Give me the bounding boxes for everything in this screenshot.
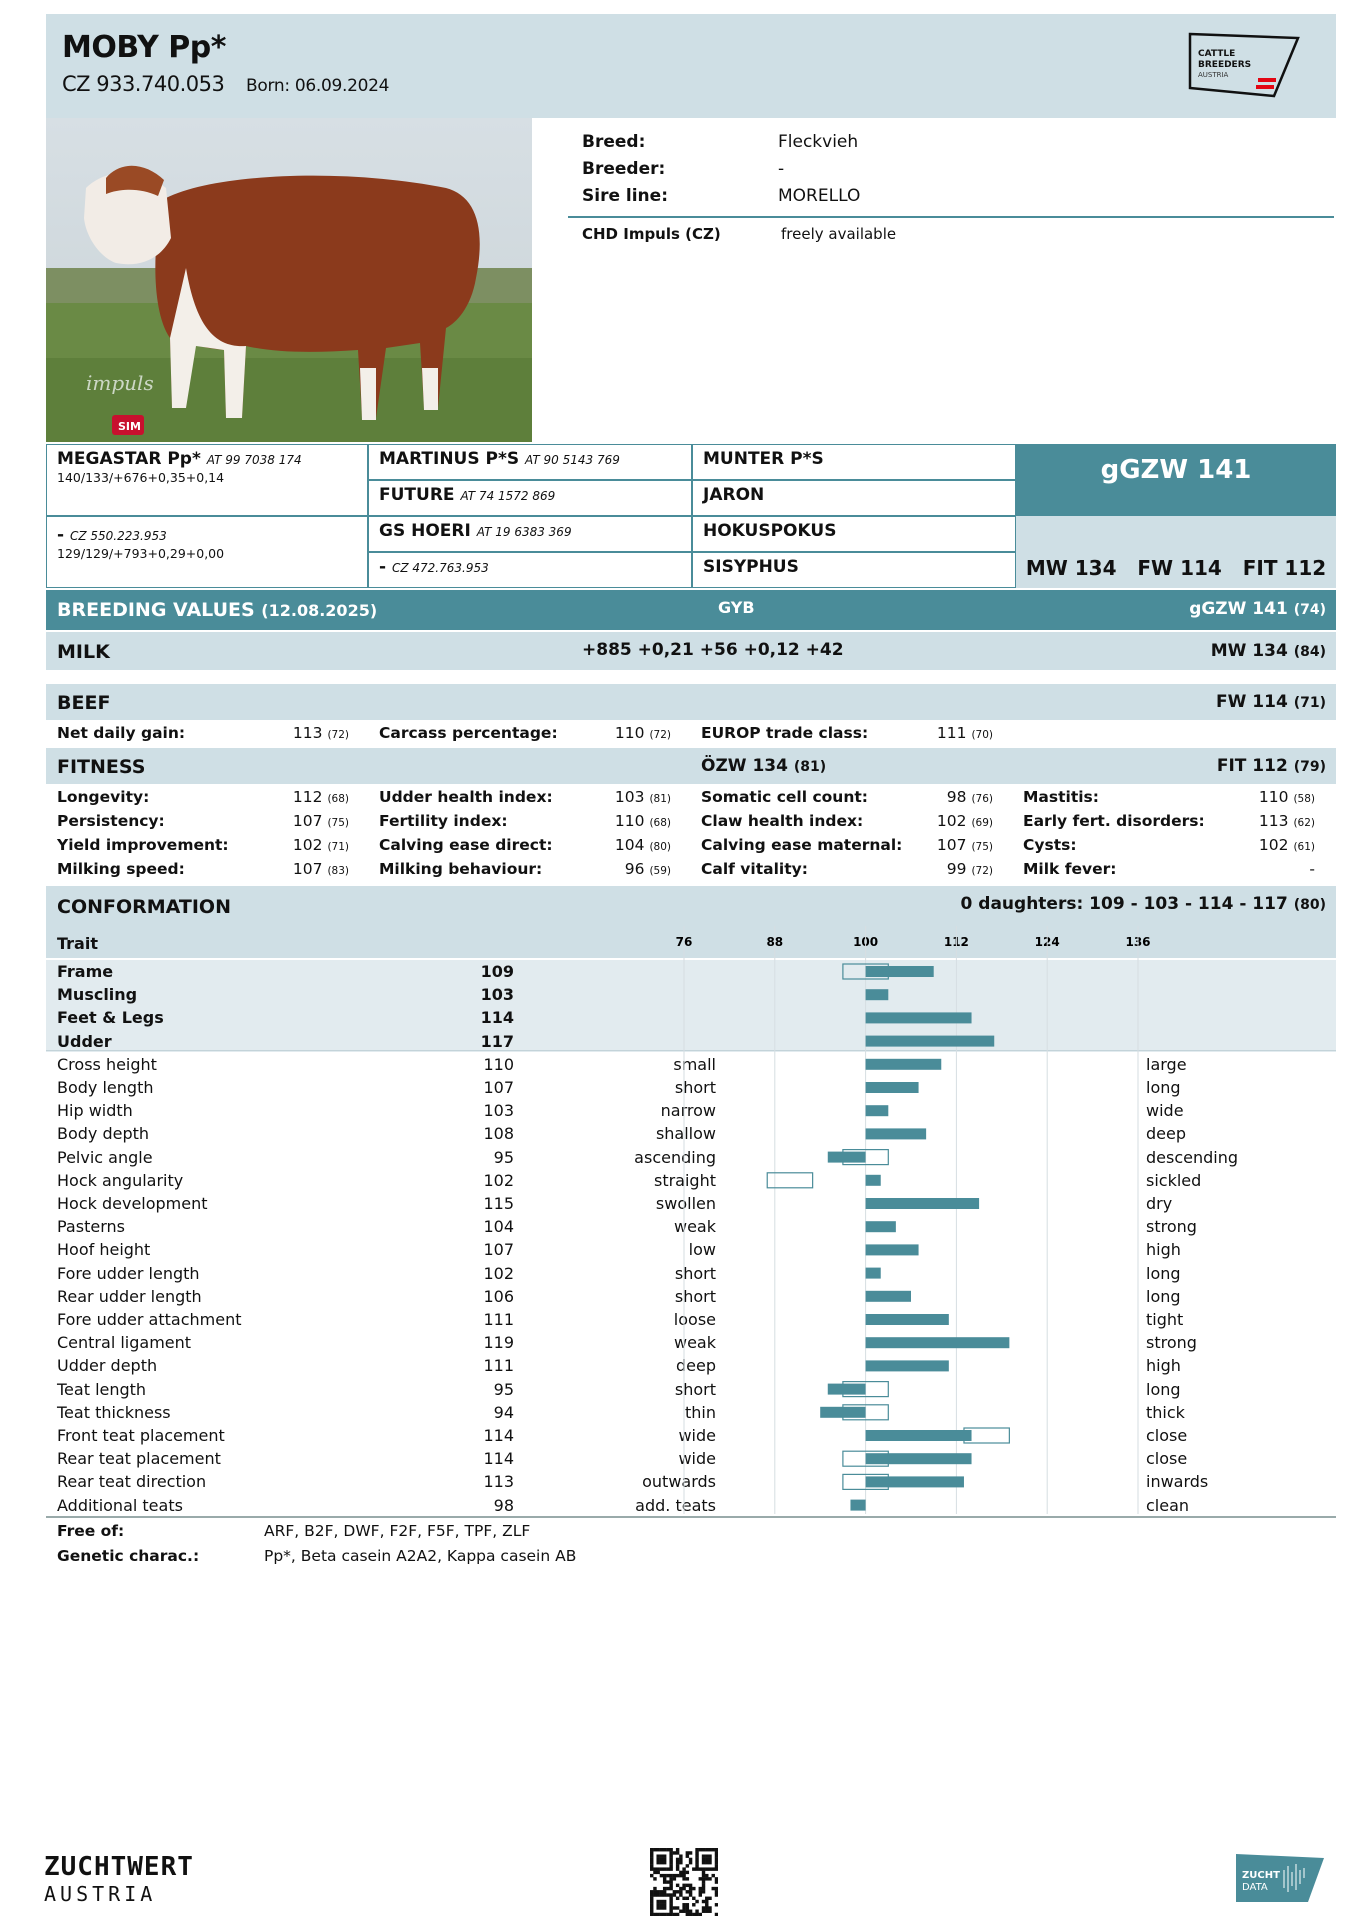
trait-name: Feet & Legs	[57, 1008, 164, 1028]
chart-bar	[866, 966, 934, 977]
trait-name: Teat length	[57, 1379, 147, 1399]
fitness-milking-behaviour: Milking behaviour: 96 (59)	[379, 860, 671, 878]
chart-bar	[866, 1105, 889, 1116]
chd-label: CHD Impuls (CZ)	[582, 225, 721, 243]
daughters-summary: 0 daughters: 109 - 103 - 114 - 117 (80)	[960, 894, 1326, 914]
chart-bar	[866, 1291, 911, 1302]
trait-value: 103	[483, 1101, 514, 1121]
trait-high-label: thick	[1146, 1402, 1185, 1422]
fw-value: FW 114 (71)	[1216, 692, 1326, 712]
trait-value: 111	[483, 1356, 514, 1376]
trait-value: 115	[483, 1194, 514, 1213]
fitness-udder-health-index: Udder health index: 103 (81)	[379, 788, 671, 806]
trait-value: 114	[480, 1008, 514, 1028]
pedigree-dam: - CZ 550.223.953 129/129/+793+0,29+0,00	[46, 516, 368, 588]
breed-label: Breed:	[582, 132, 646, 152]
fit-value: FIT 112 (79)	[1216, 756, 1326, 776]
pedigree-sire-sire: MARTINUS P*S AT 90 5143 769	[368, 444, 692, 480]
trait-value: 94	[493, 1402, 514, 1422]
footer-divider	[46, 1516, 1336, 1518]
trait-high-label: wide	[1146, 1101, 1184, 1121]
fitness-early-fert-disorders: Early fert. disorders: 113 (62)	[1023, 812, 1315, 830]
axis-tick-label: 76	[675, 935, 693, 949]
fitness-milking-speed: Milking speed: 107 (83)	[57, 860, 349, 878]
trait-low-label: short	[674, 1078, 716, 1097]
trait-high-label: strong	[1146, 1217, 1197, 1237]
trait-low-label: short	[674, 1263, 716, 1283]
chart-bar	[866, 1221, 896, 1232]
pedigree-sds: JARON	[692, 480, 1016, 516]
impuls-watermark: impuls	[86, 371, 154, 395]
fitness-calving-ease-direct: Calving ease direct: 104 (80)	[379, 836, 671, 854]
trait-low-label: loose	[673, 1310, 716, 1329]
trait-name: Rear teat placement	[57, 1449, 221, 1469]
chart-bar	[866, 1314, 949, 1325]
trait-high-label: close	[1146, 1449, 1188, 1469]
trait-value: 108	[483, 1124, 514, 1144]
trait-high-label: sickled	[1146, 1170, 1202, 1190]
trait-high-label: high	[1146, 1356, 1181, 1376]
chart-bar	[866, 1036, 995, 1047]
sub-index-values: MW 134 FW 114 FIT 112	[1025, 556, 1327, 580]
genetic-label: Genetic charac.:	[57, 1547, 200, 1565]
fitness-yield-improvement: Yield improvement: 102 (71)	[57, 836, 349, 854]
breeding-values-title: BREEDING VALUES (12.08.2025)	[57, 599, 378, 621]
trait-value: 111	[483, 1310, 514, 1329]
chart-bar	[866, 1476, 964, 1487]
fitness-claw-health-index: Claw health index: 102 (69)	[701, 812, 993, 830]
bv-net-daily-gain: Net daily gain: 113 (72)	[57, 724, 349, 742]
free-of-value: ARF, B2F, DWF, F2F, F5F, TPF, ZLF	[264, 1522, 531, 1540]
bv-europ-trade-class: EUROP trade class: 111 (70)	[701, 724, 993, 742]
trait-value: 114	[483, 1426, 514, 1445]
trait-low-label: small	[673, 1054, 716, 1074]
fitness-somatic-cell-count: Somatic cell count: 98 (76)	[701, 788, 993, 806]
trait-low-label: wide	[678, 1449, 716, 1469]
optimum-range	[767, 1173, 812, 1188]
trait-high-label: large	[1146, 1054, 1187, 1074]
conformation-title: CONFORMATION	[57, 896, 231, 918]
trait-high-label: descending	[1146, 1147, 1239, 1167]
animal-name: MOBY Pp*	[62, 30, 226, 65]
trait-name: Rear teat direction	[57, 1472, 207, 1492]
svg-text:AUSTRIA: AUSTRIA	[1198, 71, 1229, 79]
fitness-persistency: Persistency: 107 (75)	[57, 812, 349, 830]
chart-bar	[850, 1500, 865, 1511]
trait-name: Body depth	[57, 1124, 150, 1144]
trait-name: Pelvic angle	[57, 1147, 153, 1167]
zucht-data-logo: ZUCHT DATA	[1234, 1848, 1326, 1908]
trait-name: Additional teats	[57, 1495, 183, 1515]
sire-line-value: MORELLO	[778, 186, 861, 206]
trait-name: Pasterns	[57, 1217, 125, 1237]
trait-name: Frame	[57, 962, 114, 981]
trait-high-label: strong	[1146, 1333, 1197, 1353]
chart-bar	[866, 1430, 972, 1441]
trait-value: 107	[483, 1240, 514, 1260]
chart-bar	[866, 1012, 972, 1023]
pedigree-dam-sire: GS HOERI AT 19 6383 369	[368, 516, 692, 552]
trait-low-label: swollen	[655, 1194, 716, 1213]
axis-tick-label: 112	[943, 935, 969, 949]
pedigree-sss: MUNTER P*S	[692, 444, 1016, 480]
trait-name: Rear udder length	[57, 1286, 202, 1306]
chart-bar	[866, 1175, 881, 1186]
fitness-calf-vitality: Calf vitality: 99 (72)	[701, 860, 993, 878]
svg-text:CATTLE: CATTLE	[1198, 49, 1236, 59]
breeder-label: Breeder:	[582, 159, 666, 179]
trait-low-label: narrow	[660, 1101, 716, 1121]
trait-low-label: ascending	[634, 1147, 716, 1167]
axis-tick-label: 88	[766, 935, 784, 949]
ozw-value: ÖZW 134 (81)	[701, 756, 827, 776]
trait-name: Central ligament	[57, 1333, 192, 1353]
trait-low-label: deep	[676, 1356, 716, 1376]
chart-bar	[866, 1059, 942, 1070]
chart-bar	[820, 1407, 865, 1418]
fitness-mastitis: Mastitis: 110 (58)	[1023, 788, 1315, 806]
trait-high-label: deep	[1146, 1124, 1186, 1144]
trait-high-label: inwards	[1146, 1472, 1209, 1492]
trait-name: Hock development	[57, 1194, 208, 1213]
axis-tick-label: 136	[1125, 935, 1151, 949]
zuchtwert-brand-top: ZUCHTWERT	[44, 1852, 194, 1882]
chart-bar	[866, 1244, 919, 1255]
fitness-longevity: Longevity: 112 (68)	[57, 788, 349, 806]
trait-name: Hip width	[57, 1101, 133, 1121]
trait-low-label: straight	[653, 1170, 716, 1190]
trait-high-label: long	[1146, 1379, 1181, 1399]
trait-value: 104	[483, 1217, 514, 1237]
pedigree-sire-dam: FUTURE AT 74 1572 869	[368, 480, 692, 516]
chart-bar	[828, 1152, 866, 1163]
axis-tick-label: 100	[853, 935, 879, 949]
trait-high-label: close	[1146, 1426, 1188, 1445]
trait-value: 109	[480, 962, 514, 981]
trait-value: 95	[493, 1147, 514, 1167]
fitness-calving-ease-maternal: Calving ease maternal: 107 (75)	[701, 836, 993, 854]
bv-carcass-percentage: Carcass percentage: 110 (72)	[379, 724, 671, 742]
trait-name: Udder	[57, 1031, 112, 1051]
trait-value: 114	[483, 1449, 514, 1469]
fitness-title: FITNESS	[57, 756, 146, 778]
milk-values: +885 +0,21 +56 +0,12 +42	[582, 640, 844, 660]
trait-name: Front teat placement	[57, 1426, 225, 1445]
chart-bar	[866, 1198, 980, 1209]
sire-line-label: Sire line:	[582, 186, 668, 206]
axis-tick-label: 124	[1034, 935, 1060, 949]
chd-value: freely available	[781, 225, 897, 243]
trait-value: 119	[483, 1333, 514, 1353]
zuchtwert-brand-bottom: AUSTRIA	[44, 1882, 157, 1906]
trait-high-label: long	[1146, 1286, 1181, 1306]
trait-low-label: shallow	[655, 1124, 716, 1144]
gyb-label: GYB	[718, 598, 755, 617]
trait-value: 102	[483, 1263, 514, 1283]
chart-bar	[828, 1384, 866, 1395]
trait-low-label: outwards	[642, 1472, 716, 1492]
trait-value: 113	[483, 1472, 514, 1492]
chart-bar	[866, 1360, 949, 1371]
trait-name: Teat thickness	[57, 1402, 171, 1422]
chart-bar	[866, 1268, 881, 1279]
milk-title: MILK	[57, 641, 110, 663]
registration-number: CZ 933.740.053	[62, 72, 225, 96]
gzw-index-box: gGZW 141	[1016, 444, 1336, 516]
trait-value: 102	[483, 1170, 514, 1190]
trait-high-label: high	[1146, 1240, 1181, 1260]
breed-value: Fleckvieh	[778, 132, 859, 152]
trait-value: 95	[493, 1379, 514, 1399]
chart-bar	[866, 1453, 972, 1464]
trait-name: Fore udder length	[57, 1263, 200, 1283]
genetic-value: Pp*, Beta casein A2A2, Kappa casein AB	[264, 1547, 577, 1565]
trait-value: 107	[483, 1078, 514, 1097]
trait-low-label: short	[674, 1379, 716, 1399]
trait-value: 110	[483, 1054, 514, 1074]
trait-name: Hock angularity	[57, 1170, 184, 1190]
trait-value: 98	[493, 1495, 514, 1515]
trait-name: Hoof height	[57, 1240, 151, 1260]
gzw-value: gGZW 141 (74)	[1189, 599, 1326, 619]
pedigree-dss: HOKUSPOKUS	[692, 516, 1016, 552]
pedigree-sire: MEGASTAR Pp* AT 99 7038 174 140/133/+676+0,35+0,14	[46, 444, 368, 516]
sim-badge: SIM	[118, 420, 141, 433]
trait-high-label: tight	[1146, 1310, 1184, 1329]
chart-bar	[866, 1082, 919, 1093]
chart-bar	[866, 1128, 927, 1139]
trait-name: Udder depth	[57, 1356, 158, 1376]
trait-high-label: clean	[1146, 1495, 1190, 1515]
trait-low-label: weak	[674, 1333, 716, 1353]
trait-low-label: thin	[685, 1402, 716, 1422]
mw-value: MW 134 (84)	[1210, 641, 1326, 661]
trait-low-label: weak	[674, 1217, 716, 1237]
trait-name: Body length	[57, 1078, 154, 1097]
trait-high-label: long	[1146, 1078, 1181, 1097]
fitness-fertility-index: Fertility index: 110 (68)	[379, 812, 671, 830]
fitness-milk-fever: Milk fever: -	[1023, 860, 1315, 878]
trait-header: Trait	[57, 934, 98, 953]
free-of-label: Free of:	[57, 1522, 125, 1540]
chart-bar	[866, 989, 889, 1000]
trait-low-label: low	[688, 1240, 716, 1260]
trait-name: Fore udder attachment	[57, 1310, 242, 1329]
pedigree-dds: SISYPHUS	[692, 552, 1016, 588]
trait-high-label: dry	[1146, 1194, 1173, 1213]
birth-date: Born: 06.09.2024	[246, 76, 390, 96]
pedigree-dam-dam: - CZ 472.763.953	[368, 552, 692, 588]
chart-bar	[866, 1337, 1010, 1348]
breeder-value: -	[778, 159, 785, 179]
trait-value: 106	[483, 1286, 514, 1306]
svg-text:BREEDERS: BREEDERS	[1198, 60, 1252, 70]
fitness-cysts: Cysts: 102 (61)	[1023, 836, 1315, 854]
trait-low-label: short	[674, 1286, 716, 1306]
qr-code-icon	[650, 1848, 718, 1920]
trait-high-label: long	[1146, 1263, 1181, 1283]
trait-value: 117	[480, 1031, 514, 1051]
trait-low-label: add. teats	[635, 1495, 716, 1515]
trait-name: Cross height	[57, 1054, 157, 1074]
trait-value: 103	[480, 985, 514, 1005]
beef-title: BEEF	[57, 692, 111, 714]
trait-name: Muscling	[57, 985, 138, 1005]
trait-low-label: wide	[678, 1426, 716, 1445]
